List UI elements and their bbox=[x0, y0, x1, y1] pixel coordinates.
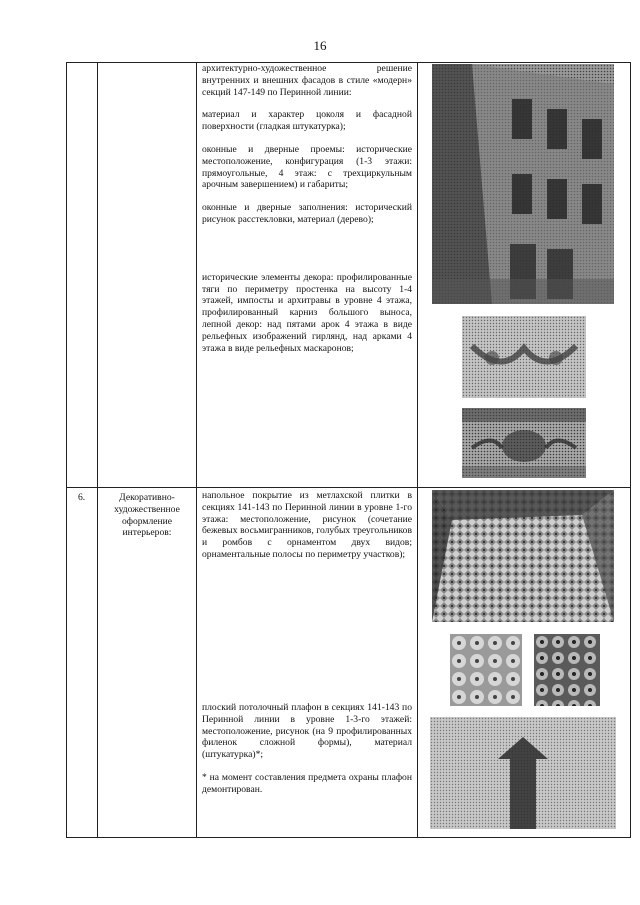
row5-paragraph-openings: оконные и дверные проемы: исторические местоположение, конфигурация (1-3 этажи: прямоугольные, 4 этаж: с трехциркульным арочным завершением) и габариты; bbox=[202, 143, 412, 191]
row6-paragraph-footnote: * на момент составления предмета охраны плафон демонтирован. bbox=[202, 771, 412, 795]
row5-paragraph-plinth: материал и характер цоколя и фасадной поверхности (гладкая штукатурка); bbox=[202, 109, 412, 133]
column-divider-1 bbox=[97, 62, 98, 838]
photo-facade bbox=[432, 64, 614, 304]
row5-description bbox=[202, 63, 412, 365]
photo-tile-detail-1 bbox=[450, 634, 522, 706]
table-border-left bbox=[66, 62, 67, 838]
table-border-bottom bbox=[66, 837, 631, 838]
row6-ceiling-description bbox=[202, 702, 412, 807]
row6-floor-description bbox=[202, 490, 412, 572]
column-divider-2 bbox=[196, 62, 197, 838]
row6-paragraph-ceiling: плоский потолочный плафон в секциях 141-143 по Перинной линии в уровне 1-3-го этажей: местоположение, рисунок (на 9 профилированных филенок сложной формы), материал (штукатурка)*; bbox=[202, 702, 412, 761]
photo-garland-relief bbox=[462, 316, 586, 398]
photo-ceiling-plafond bbox=[430, 717, 616, 829]
photo-tiled-floor bbox=[432, 490, 614, 622]
photo-tile-detail-2 bbox=[534, 634, 600, 706]
row5-paragraph-fillings: оконные и дверные заполнения: исторический рисунок расстекловки, материал (дерево); bbox=[202, 202, 412, 225]
row5-paragraph-facade: архитектурно-художественное решение внутренних и внешних фасадов в стиле «модерн» секций 147-149 по Перинной линии: bbox=[202, 63, 412, 98]
row6-name: Декоративно-художественное оформление интерьеров: bbox=[114, 492, 180, 539]
row5-paragraph-decor: исторические элементы декора: профилированные тяги по периметру простенка на высоту 1-4 этажей, импосты и архитравы в уровне 4 этажа, профилированный карниз большого выноса, лепной декор: над пятами арок 4 этажа в виде рельефных изображений гирлянд, над арками 4 этажа в виде рельефных маскаронов; bbox=[202, 271, 412, 354]
row6-number: 6. bbox=[78, 492, 86, 503]
table-border-right bbox=[630, 62, 631, 838]
photo-mascaron-relief bbox=[462, 408, 586, 478]
row-divider bbox=[66, 487, 631, 488]
column-divider-3 bbox=[417, 62, 418, 838]
page-number: 16 bbox=[313, 38, 327, 53]
row6-paragraph-floor: напольное покрытие из метлахской плитки в секциях 141-143 по Перинной линии в уровне 1-го этажа: местоположение, рисунок (сочетание бежевых восьмигранников, голубых треугольников и ромбов с орнаментом двух видов; орнаментальные полосы по периметру участков); bbox=[202, 490, 412, 560]
